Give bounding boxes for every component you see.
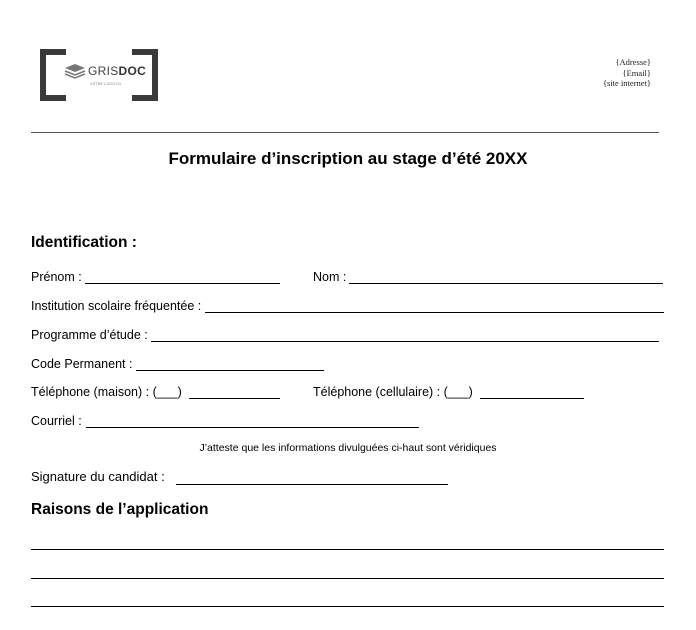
- signature-label: Signature du candidat :: [31, 469, 165, 484]
- logo-bracket-left: [40, 49, 66, 101]
- form-title: Formulaire d’inscription au stage d’été 20XX: [168, 149, 528, 168]
- programme-label: Programme d’étude :: [31, 328, 148, 342]
- courriel-field[interactable]: [86, 427, 419, 428]
- logo-tagline: VOTRE LOGO ICI: [90, 82, 122, 86]
- courriel-label: Courriel :: [31, 414, 82, 428]
- company-logo: [40, 49, 158, 101]
- code-permanent-label: Code Permanent :: [31, 357, 133, 371]
- institution-field[interactable]: [205, 312, 664, 313]
- nom-label: Nom :: [313, 270, 347, 284]
- identification-heading: Identification :: [31, 234, 137, 251]
- contact-email: {Email}: [622, 67, 651, 78]
- nom-field[interactable]: [349, 283, 663, 284]
- telephone-maison-field[interactable]: [189, 398, 280, 399]
- attestation-text: J’atteste que les informations divulguées ci-haut sont véridiques: [199, 442, 497, 454]
- telephone-cellulaire-field[interactable]: [480, 398, 584, 399]
- raisons-line[interactable]: [31, 606, 664, 607]
- header-divider: [31, 132, 659, 133]
- code-permanent-field[interactable]: [136, 370, 324, 371]
- telephone-cellulaire-label: Téléphone (cellulaire) : (___): [313, 385, 473, 399]
- raisons-heading: Raisons de l’application: [31, 501, 209, 518]
- logo-brand-name: GRISDOC: [88, 64, 147, 78]
- raisons-line[interactable]: [31, 549, 664, 550]
- prenom-label: Prénom :: [31, 270, 82, 284]
- raisons-line[interactable]: [31, 578, 664, 579]
- institution-label: Institution scolaire fréquentée :: [31, 299, 202, 313]
- prenom-field[interactable]: [85, 283, 280, 284]
- contact-address: {Adresse}: [615, 57, 651, 67]
- contact-website: {site internet}: [602, 78, 651, 88]
- stacked-layers-icon: [64, 63, 86, 79]
- signature-field[interactable]: [176, 484, 448, 485]
- telephone-maison-label: Téléphone (maison) : (___): [31, 385, 182, 399]
- contact-block: [603, 57, 651, 89]
- programme-field[interactable]: [151, 341, 659, 342]
